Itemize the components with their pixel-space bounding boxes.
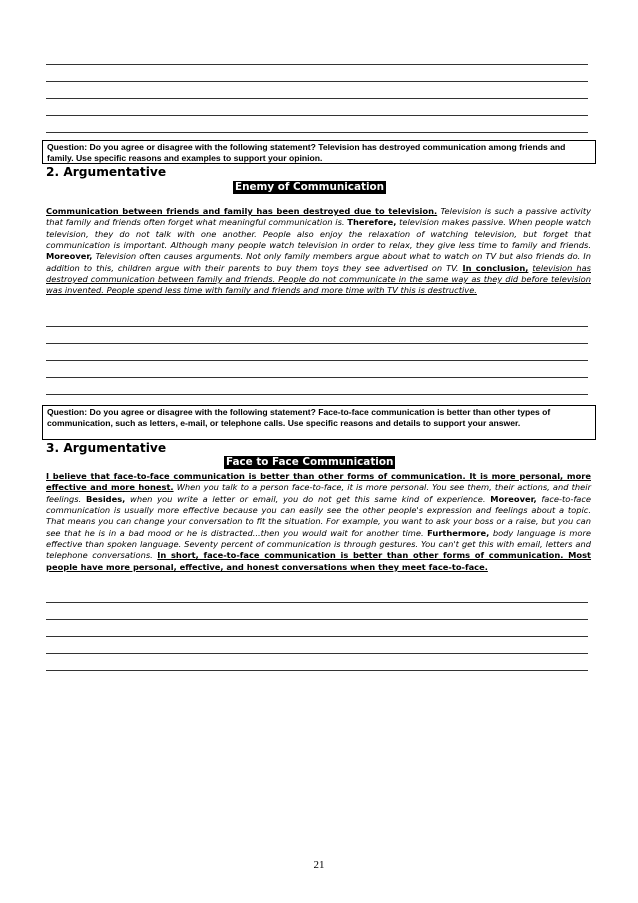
sentence: when you write a letter or email, you do not get this same kind of experience. [130,493,486,504]
transition-word: In conclusion, [462,262,529,273]
writing-line [46,64,588,65]
section-heading-2: 2. Argumentative [46,165,167,179]
writing-line [46,132,588,133]
writing-line [46,670,588,671]
transition-word: Besides, [85,493,126,504]
essay-paragraph-2 [46,206,591,297]
writing-line [46,98,588,99]
question-text: Question: Do you agree or disagree with the following statement? Television has destroyed communication among friends and family. Use specific reasons and examples to support your opinion. [47,142,566,163]
writing-line [46,602,588,603]
question-box-2 [42,405,596,440]
concluding-sentence: In short, face-to-face communication is better than other forms of communication. Most people have more personal, effective, and honest conversations when they meet face-to-face. [46,550,592,572]
question-text: Question: Do you agree or disagree with the following statement? Face-to-face communication is better than other types of communication, such as letters, e-mail, or telephone calls. Use specific reasons and details to support your answer. [47,407,551,428]
sentence: When you talk to a person face-to-face, it is more personal. You see them, their actions, and their feelings. [46,482,591,504]
writing-line [46,81,588,82]
writing-line [46,619,588,620]
sentence: body language is more effective than spoken language. Seventy percent of communication is through gestures. You can't get this with email, letters and telephone conversations. [46,527,591,561]
essay-title-3: Face to Face Communication [226,456,394,468]
writing-line [46,326,588,327]
transition-word: Therefore, [347,217,397,228]
writing-line [46,653,588,654]
topic-sentence: Communication between friends and family has been destroyed due to television. [46,206,438,216]
writing-line [46,377,588,378]
sentence: Television is such a passive activity that family and friends often forget what meaningful communication is. [46,206,592,228]
sentence: Television often causes arguments. Not only family members argue about what to watch on TV but also friends do. In addition to this, children argue with their parents to buy them toys they see advertised on TV. [46,251,591,273]
essay-paragraph-3 [46,471,591,573]
writing-line [46,394,588,395]
writing-line [46,343,588,344]
topic-sentence: I believe that face-to-face communication is better than other forms of communication. It is more personal, more effective and more honest. [46,471,591,493]
page-number: 21 [313,859,325,871]
sentence: face-to-face communication is usually more effective because you can easily see the other people's expression and feelings about a topic. That means you can change your conversation to fit the situation. For example, you want to ask your boss or a raise, but you can see that he is in a bad mood or he is distracted...then you would wait for another time. [46,493,591,538]
transition-word: Moreover, [490,493,537,504]
transition-word: Moreover, [46,251,93,262]
writing-line [46,360,588,361]
transition-word: Furthermore, [427,527,490,538]
writing-line [46,636,588,637]
essay-title-2: Enemy of Communication [235,181,385,193]
sentence: television makes passive. When people watch television, they do not talk with one another. People also enjoy the relaxation of watching television, but forget that communication is important. Although many people watch television in order to relax, they give less time to family and friends. [46,217,591,251]
section-heading-3: 3. Argumentative [46,441,167,455]
concluding-sentence: television has destroyed communication between family and friends. People do not communicate in the same way as they did before television was invented. People spend less time with family and friends and more time with TV this is destructive. [46,262,591,296]
question-box-1 [42,140,596,164]
writing-line [46,115,588,116]
